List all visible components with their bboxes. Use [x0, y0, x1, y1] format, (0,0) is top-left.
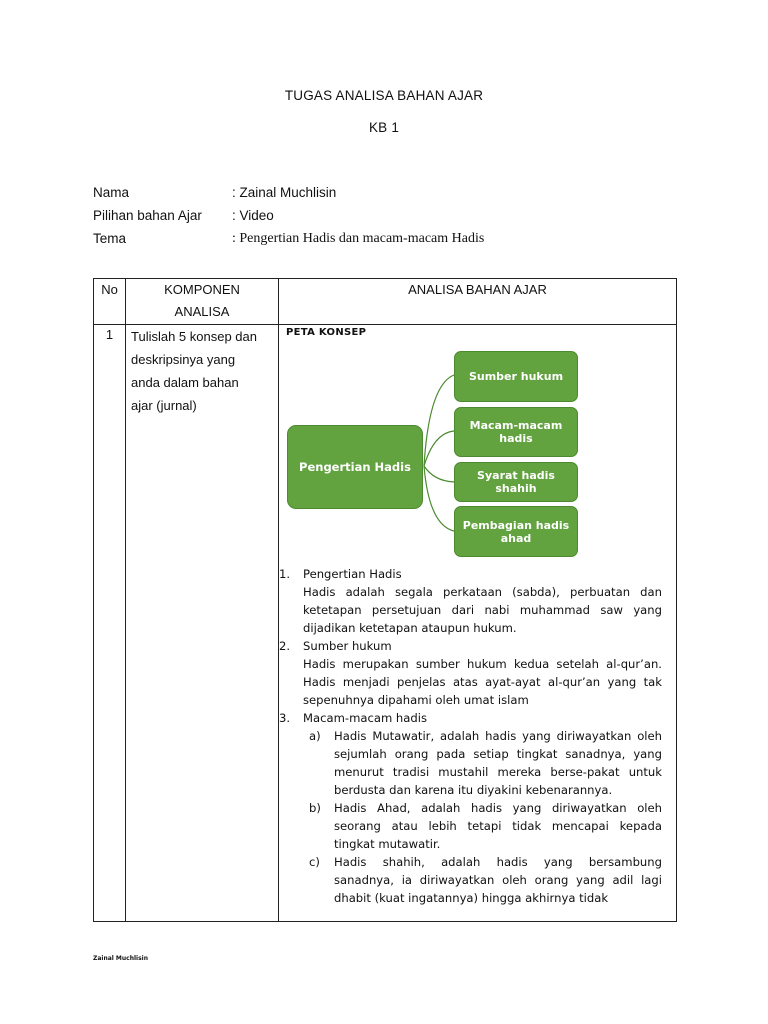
concept-descriptions: [279, 565, 676, 907]
komponen-line: Tulislah 5 konsep dan: [131, 329, 257, 344]
document-subtitle: KB 1: [368, 120, 400, 135]
item-number: 2.: [279, 639, 291, 653]
komponen-line: deskripsinya yang: [131, 352, 236, 367]
header-komponen-line2: ANALISA: [174, 304, 230, 319]
row-number: 1: [94, 325, 126, 922]
sub-list-item: [279, 727, 662, 799]
info-label: Pilihan bahan Ajar: [93, 208, 202, 223]
sub-list-item: [279, 853, 662, 907]
komponen-line: ajar (jurnal): [131, 398, 197, 413]
sub-item-letter: a): [309, 729, 321, 743]
list-item: [279, 709, 662, 727]
concept-map: [279, 325, 675, 565]
info-value: : Zainal Muchlisin: [232, 185, 337, 200]
analisa-cell: [279, 325, 677, 922]
peta-konsep-heading: PETA KONSEP: [286, 327, 367, 338]
page-footer: Zainal Muchlisin: [93, 955, 149, 962]
concept-root-node: Pengertian Hadis: [287, 425, 423, 509]
table-row: [94, 325, 677, 922]
concept-child-node: Pembagian hadis ahad: [454, 506, 578, 557]
komponen-line: anda dalam bahan: [131, 375, 239, 390]
list-item: [279, 565, 662, 637]
item-body: Hadis adalah segala perkataan (sabda), perbuatan dan ketetapan persetujuan dari nabi muhammad saw yang dijadikan ketetapan ataupun hukum.: [303, 585, 662, 635]
info-label: Tema: [93, 231, 127, 246]
sub-item-text: Hadis Ahad, adalah hadis yang diriwayatkan oleh seorang atau lebih tetapi tidak mencapai kepada tingkat mutawatir.: [334, 801, 662, 851]
item-body: Hadis merupakan sumber hukum kedua setelah al-qur’an. Hadis menjadi penjelas atas ayat-ayat al-qur’an yang tak sepenuhnya dipahami oleh umat islam: [303, 657, 662, 707]
item-number: 3.: [279, 711, 291, 725]
item-title: Sumber hukum: [303, 639, 392, 653]
table-header-row: [94, 279, 677, 325]
komponen-cell: [126, 325, 279, 922]
sub-item-letter: c): [309, 855, 320, 869]
connector-line: [424, 466, 454, 482]
analysis-table: [93, 278, 677, 922]
concept-child-node: Syarat hadis shahih: [454, 462, 578, 502]
connector-line: [424, 466, 454, 531]
concept-child-node: Macam-macam hadis: [454, 407, 578, 457]
item-title: Macam-macam hadis: [303, 711, 427, 725]
list-item: [279, 637, 662, 709]
header-komponen: [126, 279, 279, 325]
document-title: TUGAS ANALISA BAHAN AJAR: [284, 88, 484, 103]
sub-list-item: [279, 799, 662, 853]
sub-item-text: Hadis shahih, adalah hadis yang bersambung sanadnya, ia diriwayatkan oleh orang yang adil lagi dhabit (kuat ingatannya) hingga akhirnya tidak: [334, 855, 662, 905]
info-label: Nama: [93, 185, 130, 200]
header-no: No: [94, 279, 126, 325]
header-komponen-line1: KOMPONEN: [164, 282, 240, 297]
item-title: Pengertian Hadis: [303, 567, 402, 581]
item-number: 1.: [279, 567, 291, 581]
connector-line: [424, 375, 454, 466]
sub-item-letter: b): [309, 801, 321, 815]
header-analisa: ANALISA BAHAN AJAR: [279, 279, 677, 325]
concept-child-node: Sumber hukum: [454, 351, 578, 402]
info-value: : Pengertian Hadis dan macam-macam Hadis: [232, 231, 485, 246]
info-value: : Video: [232, 208, 274, 223]
connector-line: [424, 431, 454, 466]
sub-item-text: Hadis Mutawatir, adalah hadis yang diriwayatkan oleh sejumlah orang pada setiap tingkat sanadnya, yang menurut tradisi mustahil mereka berse-pakat untuk berdusta dan karena itu diyakini kebenarannya.: [334, 729, 662, 797]
